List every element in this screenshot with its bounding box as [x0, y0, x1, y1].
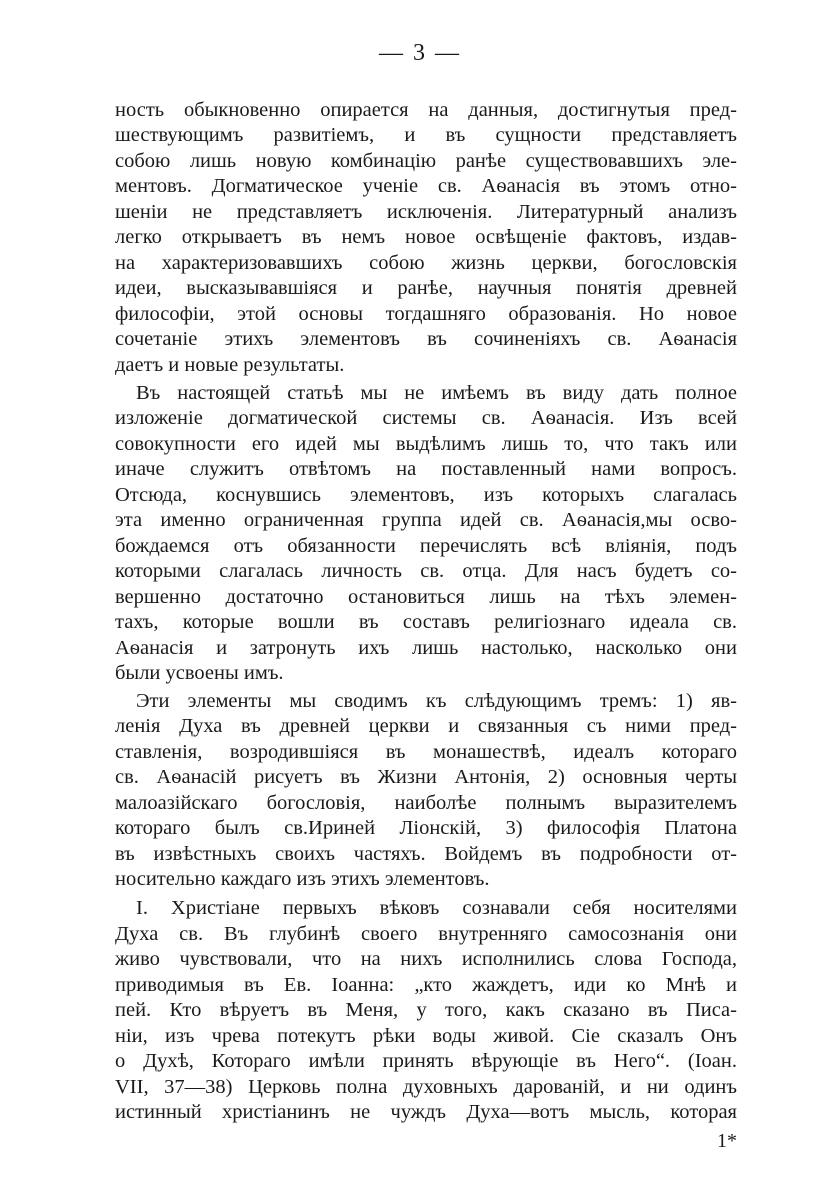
text-line: истинный христіанинъ не чуждъ Духа—вотъ мысль, которая — [115, 1101, 737, 1123]
text-line: иначе служитъ отвѣтомъ на поставленный нами вопросъ. — [115, 458, 737, 480]
text-line: были усвоены имъ. — [115, 662, 284, 684]
text-line: ленія Духа въ древней церкви и связанныя съ ними пред- — [115, 715, 737, 737]
text-line: Отсюда, коснувшись элементовъ, изъ которыхъ слагалась — [115, 484, 737, 506]
text-line: бождаемся отъ обязанности перечислять всѣ вліянія, подъ — [115, 535, 737, 557]
text-line: св. Аѳанасій рисуетъ въ Жизни Антонія, 2) основныя черты — [115, 766, 737, 788]
text-line: совокупности его идей мы выдѣлимъ лишь то, что такъ или — [115, 433, 737, 455]
text-line: малоазійскаго богословія, наиболѣе полнымъ выразителемъ — [115, 792, 737, 814]
text-line: приводимыя въ Ев. Іоанна: „кто жаждетъ, иди ко Мнѣ и — [115, 974, 737, 996]
text-line: легко открываетъ въ немъ новое освѣщеніе фактовъ, издав- — [115, 226, 737, 248]
page-number: — 3 — — [379, 40, 461, 66]
text-line: Аѳанасія и затронуть ихъ лишь настолько, насколько они — [115, 637, 737, 659]
text-line: идеи, высказывавшіяся и ранѣе, научныя понятія древней — [115, 277, 737, 299]
text-line: изложеніе догматической системы св. Аѳанасія. Изъ всей — [115, 407, 737, 429]
signature-mark: 1* — [717, 1130, 737, 1152]
text-line: даетъ и новые результаты. — [115, 354, 345, 376]
text-line: шеніи не представляетъ исключенія. Литературный анализъ — [115, 201, 737, 223]
text-line: VII, 37—38) Церковь полна духовныхъ дарованій, и ни одинъ — [115, 1076, 737, 1098]
text-line: Духа св. Въ глубинѣ своего внутренняго самосознанія они — [115, 923, 737, 945]
text-line: на характеризовавшихъ собою жизнь церкви, богословскія — [115, 252, 737, 274]
text-line: пей. Кто вѣруетъ въ Меня, у того, какъ сказано въ Писа- — [115, 999, 737, 1021]
text-line: философіи, этой основы тогдашняго образованія. Но новое — [115, 303, 737, 325]
text-line: I. Христіане первыхъ вѣковъ сознавали себя носителями — [136, 897, 737, 919]
text-line: собою лишь новую комбинацію ранѣе существовавшихъ эле- — [115, 150, 737, 172]
text-line: тахъ, которые вошли въ составъ религіознаго идеала св. — [115, 611, 737, 633]
text-line: сочетаніе этихъ элементовъ въ сочиненіяхъ св. Аѳанасія — [115, 328, 737, 350]
text-line: ность обыкновенно опирается на данныя, достигнутыя пред- — [115, 99, 737, 121]
text-line: ставленія, возродившіяся въ монашествѣ, идеалъ котораго — [115, 741, 737, 763]
text-line: носительно каждаго изъ этихъ элементовъ. — [115, 868, 490, 890]
text-line: вершенно достаточно остановиться лишь на тѣхъ элемен- — [115, 586, 737, 608]
text-line: ментовъ. Догматическое ученіе св. Аѳанасія въ этомъ отно- — [115, 175, 737, 197]
text-line: въ извѣстныхъ своихъ частяхъ. Войдемъ въ подробности от- — [115, 843, 737, 865]
text-line: Эти элементы мы сводимъ къ слѣдующимъ тремъ: 1) яв- — [136, 690, 737, 712]
text-line: живо чувствовали, что на нихъ исполнились слова Господа, — [115, 948, 737, 970]
text-line: эта именно ограниченная группа идей св. Аѳанасія,мы осво- — [115, 509, 737, 531]
text-line: котораго былъ св.Ириней Ліонскій, 3) философія Платона — [115, 817, 737, 839]
text-line: которыми слагалась личность св. отца. Для насъ будетъ со- — [115, 560, 737, 582]
text-line: о Духѣ, Котораго имѣли принять вѣрующіе въ Него“. (Іоан. — [115, 1050, 737, 1072]
text-line: Въ настоящей статьѣ мы не имѣемъ въ виду дать полное — [136, 382, 737, 404]
text-line: шествующимъ развитіемъ, и въ сущности представляетъ — [115, 124, 737, 146]
text-line: ніи, изъ чрева потекутъ рѣки воды живой. Сіе сказалъ Онъ — [115, 1025, 737, 1047]
